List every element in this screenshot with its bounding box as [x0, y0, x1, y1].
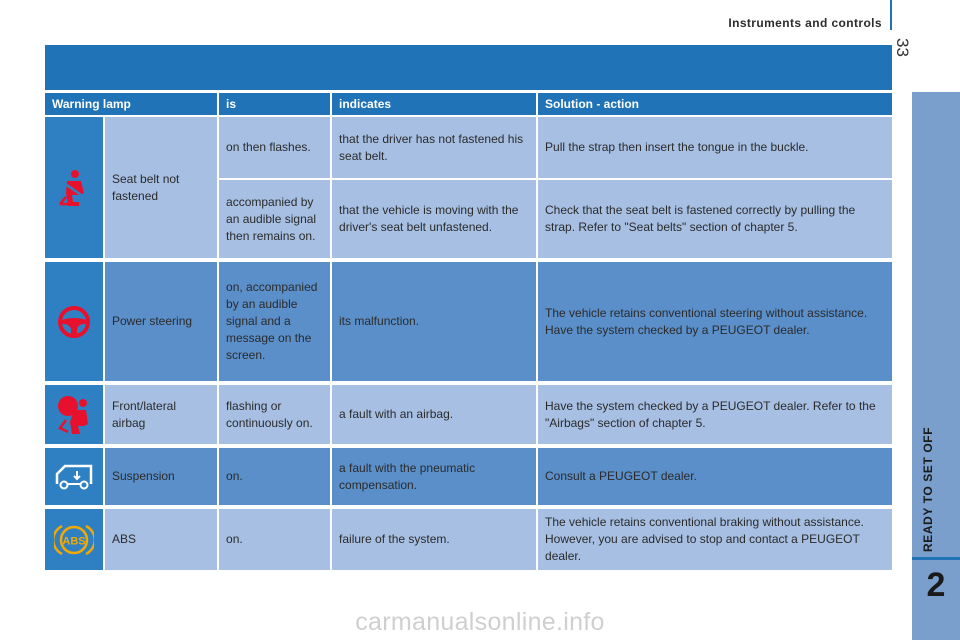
lamp-icon-cell — [45, 509, 104, 571]
is-cell: on, accompanied by an audible signal and a message on the screen. — [218, 262, 331, 382]
table-row — [45, 385, 892, 445]
airbag-icon — [56, 394, 92, 436]
chapter-rule — [912, 557, 960, 560]
title-rule — [890, 0, 892, 30]
solution-cell: The vehicle retains conventional braking without assistance. However, you are advised to stop and contact a PEUGEOT dealer. — [537, 509, 892, 571]
steering-wheel-icon — [57, 305, 91, 339]
indicates-cell: a fault with an airbag. — [331, 385, 537, 445]
lamp-icon-cell — [45, 448, 104, 506]
table-row — [45, 509, 892, 571]
lamp-icon-cell — [45, 262, 104, 382]
table-header-row — [45, 93, 892, 115]
lamp-icon-cell — [45, 385, 104, 445]
lamp-name: Front/lateral airbag — [104, 385, 218, 445]
column-header-is: is — [218, 93, 331, 115]
table-row — [45, 448, 892, 506]
lamp-name: Suspension — [104, 448, 218, 506]
is-cell: flashing or continuously on. — [218, 385, 331, 445]
is-cell: on. — [218, 448, 331, 506]
abs-icon — [54, 522, 94, 558]
is-cell: accompanied by an audible signal then remains on. — [218, 179, 331, 259]
chapter-label: READY TO SET OFF — [921, 426, 935, 552]
indicates-cell: failure of the system. — [331, 509, 537, 571]
solution-cell: The vehicle retains conventional steering without assistance. Have the system checked by a PEUGEOT dealer. — [537, 262, 892, 382]
solution-cell: Check that the seat belt is fastened correctly by pulling the strap. Refer to "Seat belts" section of chapter 5. — [537, 179, 892, 259]
solution-cell: Consult a PEUGEOT dealer. — [537, 448, 892, 506]
abs-icon-text: ABS — [62, 535, 86, 547]
page-number: 33 — [893, 38, 912, 57]
indicates-cell: a fault with the pneumatic compensation. — [331, 448, 537, 506]
solution-cell: Pull the strap then insert the tongue in the buckle. — [537, 117, 892, 179]
solution-cell: Have the system checked by a PEUGEOT dealer. Refer to the "Airbags" section of chapter 5. — [537, 385, 892, 445]
chapter-number: 2 — [926, 566, 946, 604]
is-cell: on then flashes. — [218, 117, 331, 179]
lamp-name: Seat belt not fastened — [104, 117, 218, 259]
suspension-icon — [53, 462, 95, 492]
indicates-cell: that the vehicle is moving with the driver's seat belt unfastened. — [331, 179, 537, 259]
page-title: Instruments and controls — [728, 16, 882, 30]
lamp-name: ABS — [104, 509, 218, 571]
watermark: carmanualsonline.info — [355, 608, 605, 636]
indicates-cell: that the driver has not fastened his seat belt. — [331, 117, 537, 179]
table-row — [45, 117, 892, 179]
warning-lamp-table — [45, 93, 892, 572]
blue-banner — [45, 45, 892, 90]
column-header-indicates: indicates — [331, 93, 537, 115]
seat-belt-icon — [57, 169, 91, 207]
table-row — [45, 262, 892, 382]
indicates-cell: its malfunction. — [331, 262, 537, 382]
lamp-icon-cell — [45, 117, 104, 259]
column-header-warning-lamp: Warning lamp — [45, 93, 218, 115]
is-cell: on. — [218, 509, 331, 571]
column-header-solution: Solution - action — [537, 93, 892, 115]
lamp-name: Power steering — [104, 262, 218, 382]
